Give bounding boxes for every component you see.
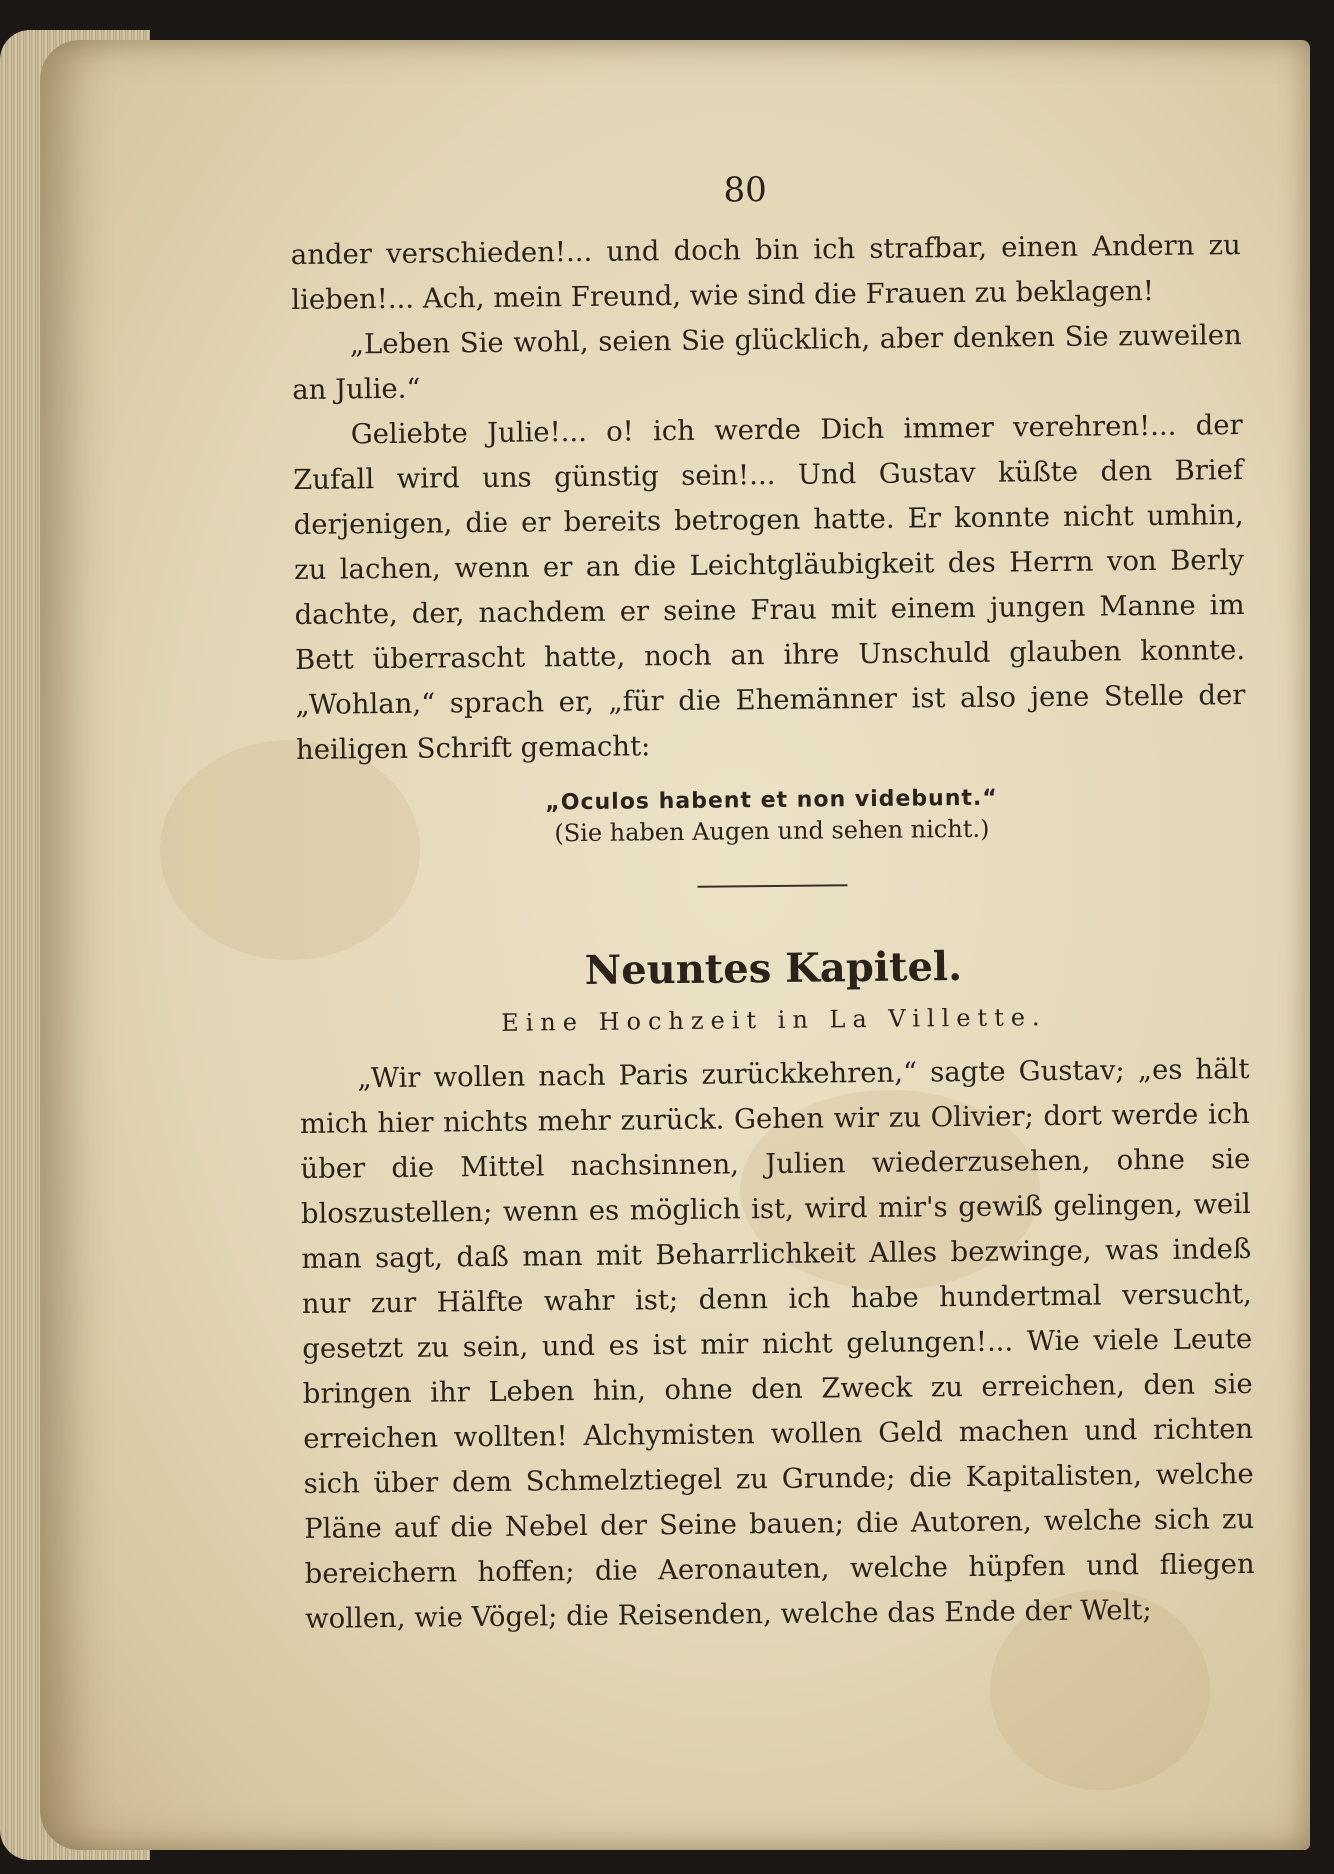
quote-translation: (Sie haben Augen und sehen nicht.) (554, 814, 990, 848)
latin-quote: „Oculos habent et non videbunt.“ (545, 785, 998, 816)
paragraph: „Leben Sie wohl, seien Sie glücklich, aber denken Sie zuweilen an Julie.“ (292, 319, 1242, 406)
paragraph: „Wir wollen nach Paris zurückkehren,“ sagte Gustav; „es hält mich hier nichts mehr zurück. Gehen wir zu Olivier; dort werde ich über die Mittel nachsinnen, Julien wiederzusehen, ohne sie bloszustellen; wenn es möglich ist, wird mir's gewiß gelingen, weil man sagt, daß man mit Beharrlichkeit Alles bezwinge, was indeß nur zur Hälfte wahr ist; denn ich habe hundertmal versucht, gesetzt zu sein, und es ist mir nicht gelungen!... Wie viele Leute bringen ihr Leben hin, ohne den Zweck zu erreichen, den sie erreichen wollten! Alchymisten wollen Geld machen und richten sich über dem Schmelztiegel zu Grunde; die Kapitalisten, welche Pläne auf die Nebel der Seine bauen; die Autoren, welche sich zu bereichern hoffen; die Aeronauten, welche hüpfen und fliegen wollen, wie Vögel; die Reisenden, welche das Ende der Welt; (299, 1053, 1255, 1635)
chapter-title: Neuntes Kapitel. (584, 943, 963, 994)
chapter-subtitle: Eine Hochzeit in La Villette. (501, 1003, 1047, 1037)
paragraph: Geliebte Julie!... o! ich werde Dich immer verehren!... der Zufall wird uns günstig sein!... Und Gustav küßte den Brief derjenigen, die er bereits betrogen hatte. Er konnte nicht umhin, zu lachen, wenn er an die Leichtgläubigkeit des Herrn von Berly dachte, der, nachdem er seine Frau mit einem jungen Manne im Bett überrascht hatte, noch an ihre Unschuld glauben konnte. „Wohlan,“ sprach er, „für die Ehemänner ist also jene Stelle der heiligen Schrift gemacht: (293, 409, 1246, 766)
section-divider (697, 884, 847, 888)
page-number: 80 (723, 170, 768, 211)
paragraph: ander verschieden!... und doch bin ich strafbar, einen Andern zu lieben!... Ach, mein Freund, wie sind die Frauen zu beklagen! (290, 229, 1241, 316)
page-text (290, 165, 1255, 1642)
